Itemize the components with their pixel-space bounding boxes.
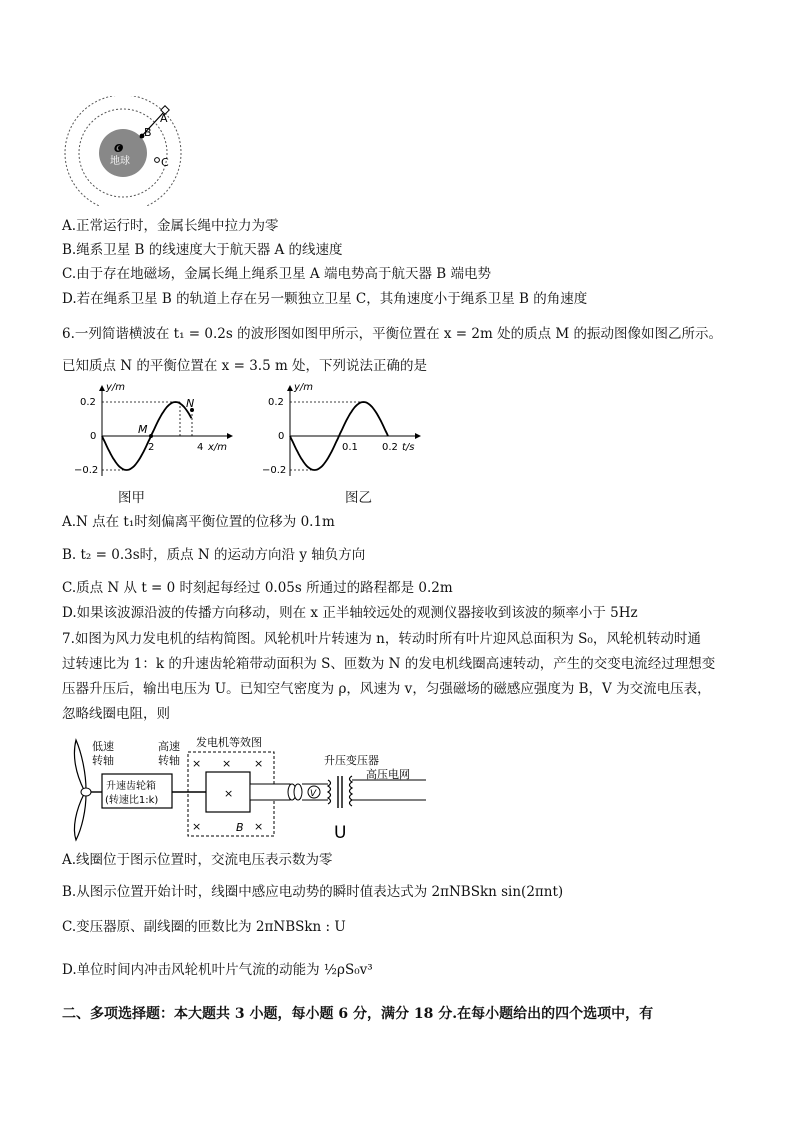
label-high-speed-1: 高速	[158, 740, 180, 753]
tick-y-bottom: −0.2	[74, 465, 99, 476]
section-2-heading: 二、多项选择题：本大题共 3 小题，每小题 6 分，满分 18 分.在每小题给出的四个选项中，有	[62, 1006, 654, 1022]
q6-stem-1: 6.一列简谐横波在 t₁ = 0.2s 的波形图如图甲所示，平衡位置在 x = 2m 处的质点 M 的振动图像如图乙所示。	[62, 326, 722, 342]
vibration-graph-yi	[258, 380, 428, 480]
primary-coil	[328, 780, 331, 804]
caption-jia: 图甲	[118, 490, 145, 506]
label-transformer: 升压变压器	[324, 754, 379, 767]
field-mark: ×	[192, 820, 202, 833]
field-mark: ×	[224, 787, 234, 800]
label-high-speed-2: 转轴	[158, 754, 180, 767]
label-gearbox-1: 升速齿轮箱	[106, 781, 156, 792]
blade-bottom	[74, 794, 86, 840]
q6-option-d: D.如果该波源沿波的传播方向移动，则在 x 正半轴较远处的观测仪器接收到该波的频率小于 5Hz	[62, 605, 638, 621]
slip-ring-2	[294, 784, 302, 800]
generator-output-leads	[250, 784, 290, 800]
q6-option-c: C.质点 N 从 t = 0 时刻起每经过 0.05s 所通过的路程都是 0.2m	[62, 580, 453, 596]
label-point-N: N	[186, 397, 195, 410]
label-center: O	[114, 142, 124, 155]
label-point-M: M	[138, 423, 148, 436]
label-output-U: U	[334, 823, 347, 842]
label-low-speed-1: 低速	[92, 740, 114, 753]
q7-option-d: D.单位时间内冲击风轮机叶片气流的动能为 ½ρS₀v³	[62, 962, 373, 978]
tick-x-2: 2	[148, 442, 155, 453]
label-earth: 地球	[110, 156, 130, 167]
q5-option-b: B.绳系卫星 B 的线速度大于航天器 A 的线速度	[62, 242, 343, 258]
point-M-dot	[149, 434, 153, 438]
turbine-hub	[81, 788, 91, 796]
label-low-speed-2: 转轴	[92, 754, 114, 767]
tick-x-01: 0.1	[342, 442, 358, 453]
satellite-C	[155, 158, 160, 163]
y-axis-label: y/m	[106, 382, 126, 393]
wind-generator-figure	[66, 734, 446, 842]
label-B: B	[144, 126, 152, 139]
field-mark: ×	[222, 757, 232, 770]
label-A: A	[160, 112, 168, 125]
q5-option-c: C.由于存在地磁场，金属长绳上绳系卫星 A 端电势高于航天器 B 端电势	[62, 266, 491, 282]
x-axis-label: t/s	[402, 442, 415, 453]
q7-stem-1: 7.如图为风力发电机的结构简图。风轮机叶片转速为 n，转动时所有叶片迎风总面积为 S₀，风轮机转动时通	[62, 631, 701, 647]
q7-stem-2: 过转速比为 1：k 的升速齿轮箱带动面积为 S、匝数为 N 的发电机线圈高速转动，产生的交变电流经过理想变	[62, 656, 716, 672]
label-grid: 高压电网	[366, 768, 410, 781]
blade-top	[74, 740, 86, 790]
label-voltmeter: V	[310, 789, 317, 799]
tick-y-top: 0.2	[268, 397, 284, 408]
q7-option-a: A.线圈位于图示位置时，交流电压表示数为零	[62, 852, 333, 868]
tick-y-bottom: −0.2	[262, 465, 287, 476]
tick-origin: 0	[278, 431, 285, 442]
field-mark: ×	[192, 757, 202, 770]
x-axis-label: x/m	[208, 442, 228, 453]
q7-stem-3: 压器升压后，输出电压为 U。已知空气密度为 ρ，风速为 v，匀强磁场的磁感应强度为 B，V 为交流电压表，	[62, 681, 711, 697]
caption-yi: 图乙	[345, 490, 372, 506]
label-generator-title: 发电机等效图	[196, 736, 262, 749]
field-mark: ×	[254, 757, 264, 770]
y-axis-label: y/m	[294, 382, 314, 393]
q7-option-c: C.变压器原、副线圈的匝数比为 2πNBSkn : U	[62, 919, 346, 935]
q6-stem-2: 已知质点 N 的平衡位置在 x = 3.5 m 处，下列说法正确的是	[62, 358, 428, 374]
tick-y-top: 0.2	[80, 397, 96, 408]
label-gearbox-2: (转速比1:k)	[105, 795, 159, 806]
tick-x-4: 4	[197, 442, 204, 453]
tick-origin: 0	[90, 431, 97, 442]
orbit-figure	[60, 96, 200, 206]
tick-x-02: 0.2	[382, 442, 398, 453]
q5-option-d: D.若在绳系卫星 B 的轨道上存在另一颗独立卫星 C，其角速度小于绳系卫星 B 的角速度	[62, 291, 588, 307]
q5-option-a: A.正常运行时，金属长绳中拉力为零	[62, 218, 279, 234]
label-field-B: B	[236, 821, 244, 834]
label-C: C	[161, 156, 169, 169]
q6-option-b: B. t₂ = 0.3s时，质点 N 的运动方向沿 y 轴负方向	[62, 547, 366, 563]
q6-option-a: A.N 点在 t₁时刻偏离平衡位置的位移为 0.1m	[62, 514, 335, 530]
q7-stem-4: 忽略线圈电阻，则	[62, 706, 170, 722]
wave-graph-jia	[70, 380, 240, 480]
field-mark: ×	[254, 820, 264, 833]
q7-option-b: B.从图示位置开始计时，线圈中感应电动势的瞬时值表达式为 2πNBSkn sin(2πnt)	[62, 884, 564, 900]
secondary-coil	[350, 776, 353, 806]
